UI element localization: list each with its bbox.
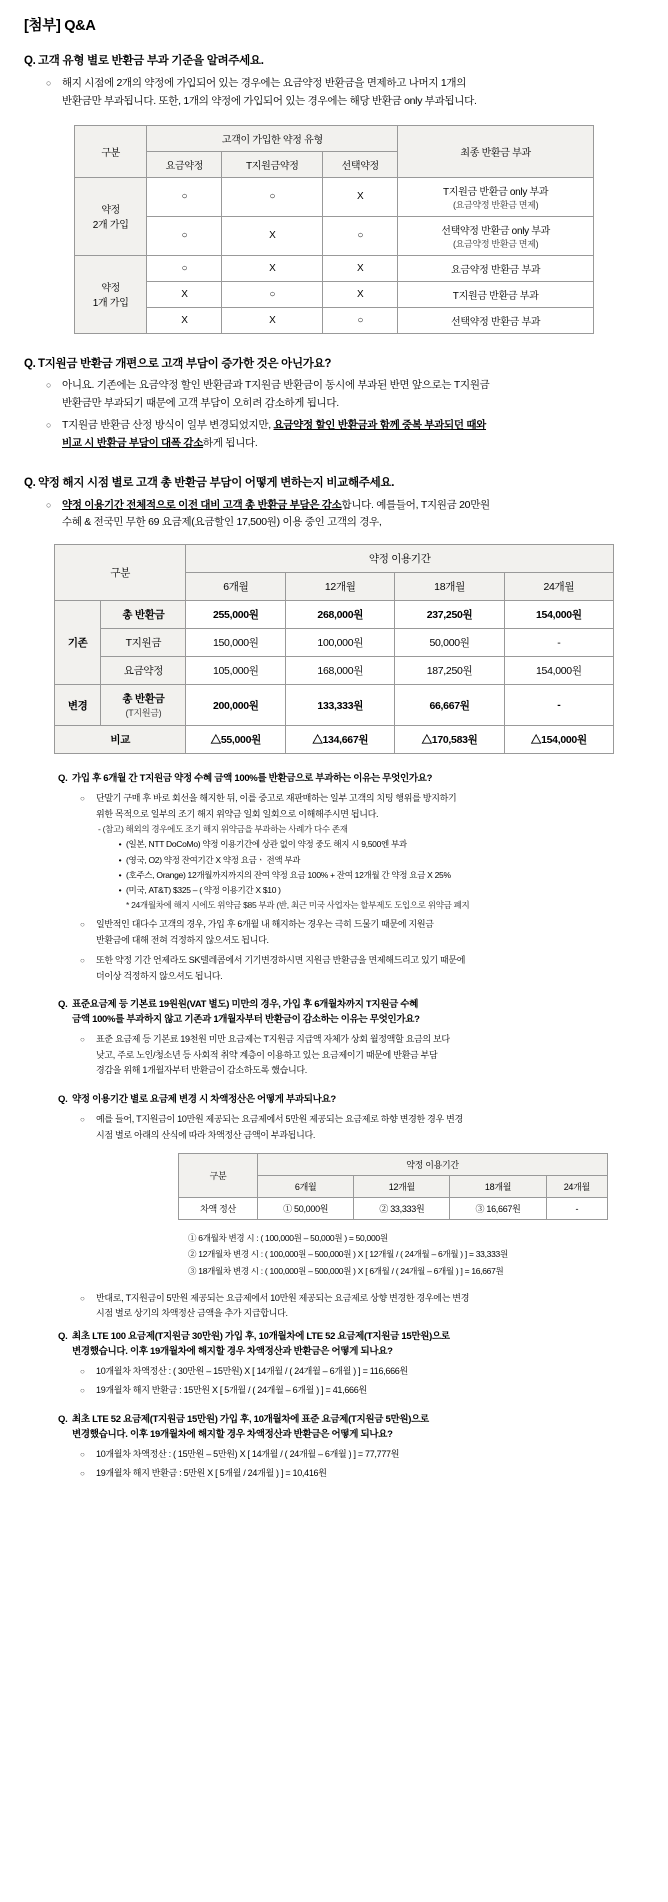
cell-value: ① 50,000원 xyxy=(258,1198,354,1220)
question-text xyxy=(72,1413,644,1442)
answer-line-1: 아니요. 기존에는 요금약정 할인 반환금과 T지원금 반환금이 동시에 부과된 반면 앞으로는 T지원금 xyxy=(62,379,490,392)
answer-line-1: 반대로, T지원금이 5만원 제공되는 요금제에서 10만원 제공되는 요금제로 상향 변경한 경우에는 변경 xyxy=(96,1292,470,1303)
question-line-2: 변경했습니다. 이후 19개월차에 해지할 경우 차액정산과 반환금은 어떻게 되나요? xyxy=(72,1345,393,1357)
question-marker: Q. xyxy=(58,1331,68,1343)
bullet-icon: • xyxy=(118,885,122,896)
th-group: 약정 이용기간 xyxy=(258,1154,608,1176)
cell-c3: X xyxy=(323,177,398,216)
cell-c2: X xyxy=(222,307,323,333)
question-block-6 xyxy=(58,1093,644,1143)
question-line-1: 최초 LTE 100 요금제(T지원금 30만원) 가입 후, 10개월차에 LTE 52 요금제(T지원금 15만원)으로 xyxy=(72,1331,450,1343)
result-sub: (요금약정 반환금 면제) xyxy=(452,238,539,249)
cell-c1: X xyxy=(147,307,222,333)
calc-line-2: ② 12개월차 변경 시 : ( 100,000원 – 500,000원 ) X [ 12개월 / ( 24개월 – 6개월 ) ] = 33,333원 xyxy=(188,1249,508,1260)
answer-text xyxy=(62,417,644,453)
question-line-1: 표준요금제 등 기본료 19원원(VAT 별도) 미만의 경우, 가입 후 6개월차까지 T지원금 수혜 xyxy=(72,999,419,1011)
result-main: 선택약정 반환금 only 부과 xyxy=(441,225,551,237)
answer-text xyxy=(62,75,644,111)
th-col2: T지원금약정 xyxy=(222,151,323,177)
question-block-4 xyxy=(58,772,644,984)
answer-7-1 xyxy=(80,1364,644,1380)
cell-value: - xyxy=(546,1198,607,1220)
table-header-row xyxy=(55,545,614,573)
table-row xyxy=(55,685,614,726)
answer-4-3 xyxy=(80,953,644,985)
th-col-24m: 24개월 xyxy=(504,573,613,601)
answer-marker-icon: ○ xyxy=(80,793,85,803)
cell-value: △134,667원 xyxy=(286,726,395,754)
cell-value: 150,000원 xyxy=(186,629,286,657)
answer-line-1: 해지 시점에 2개의 약정에 가입되어 있는 경우에는 요금약정 반환금을 면제하고 나머지 1개의 xyxy=(62,76,467,89)
th-col-6m: 6개월 xyxy=(258,1176,354,1198)
answer-marker-icon: ○ xyxy=(80,1449,85,1459)
th-col-6m: 6개월 xyxy=(186,573,286,601)
cell-result xyxy=(398,177,594,216)
answer-text xyxy=(96,1112,644,1144)
question-4 xyxy=(58,772,644,787)
answer-line-1: 예를 들어, T지원금이 10만원 제공되는 요금제에서 5만원 제공되는 요금제로 하향 변경한 경우 변경 xyxy=(96,1113,463,1124)
cell-value: 268,000원 xyxy=(286,601,395,629)
answer-8-2 xyxy=(80,1466,644,1482)
bullet-footnote: * 24개월차에 해지 시에도 위약금 $85 부과 (반, 최근 미국 사업자는 할부제도 도입으로 위약금 폐지 xyxy=(126,900,470,911)
cell-c2: ○ xyxy=(222,281,323,307)
question-line-2: 금액 100%를 부과하지 않고 기존과 1개월자부터 반환금이 감소하는 이유는 무엇인가요? xyxy=(72,1014,420,1026)
answer-marker-icon: ○ xyxy=(80,1114,85,1124)
answer-line-2: 낮고, 주로 노인/청소년 등 사회적 취약 계층이 이용하고 있는 요금제이기 때문에 반환금 부담 xyxy=(96,1049,438,1060)
answer-marker-icon: ○ xyxy=(80,1293,85,1303)
row-label-line2: 1개 가입 xyxy=(92,298,129,309)
cell-c3: ○ xyxy=(323,216,398,255)
cell-value: - xyxy=(504,685,613,726)
th-final: 최종 반환금 부과 xyxy=(398,125,594,177)
answer-5 xyxy=(80,1032,644,1079)
question-3 xyxy=(24,475,644,493)
cell-result: 선택약정 반환금 부과 xyxy=(398,307,594,333)
table-row xyxy=(75,307,594,333)
th-group: 약정 이용기간 xyxy=(186,545,614,573)
question-block-5 xyxy=(58,998,644,1079)
question-marker: Q. xyxy=(58,773,68,785)
th-col-18m: 18개월 xyxy=(450,1176,546,1198)
cell-value: 154,000원 xyxy=(504,601,613,629)
row-label-sub: (T지원금) xyxy=(125,708,162,719)
cell-c1: ○ xyxy=(147,177,222,216)
sub-questions-section xyxy=(58,772,644,1482)
answer-marker-icon: ○ xyxy=(46,380,52,391)
cell-c1: ○ xyxy=(147,255,222,281)
table-header-row xyxy=(75,125,594,151)
question-block-7 xyxy=(58,1330,644,1399)
question-text: 가입 후 6개월 간 T지원금 약정 수혜 금액 100%를 반환금으로 부과하는 이유는 무엇인가요? xyxy=(72,773,433,785)
th-col1: 요금약정 xyxy=(147,151,222,177)
answer-line-2: 반환금만 부과됩니다. 또한, 1개의 약정에 가입되어 있는 경우에는 해당 반환금 only 부과됩니다. xyxy=(62,94,477,107)
table-refund-comparison xyxy=(54,544,614,754)
result-sub: (요금약정 반환금 면제) xyxy=(452,199,539,210)
table-header-row xyxy=(179,1154,608,1176)
question-block-1 xyxy=(24,53,644,111)
answer-line-1: 단말기 구매 후 바로 회선을 해지한 뒤, 이를 중고로 재판매하는 일부 고객의 치팅 행위를 방지하기 xyxy=(96,792,457,803)
answer-8-1 xyxy=(80,1447,644,1463)
answer-marker-icon: ○ xyxy=(80,920,85,930)
question-block-2 xyxy=(24,356,644,453)
th-group: 고객이 가입한 약정 유형 xyxy=(147,125,398,151)
row-label: 차액 정산 xyxy=(179,1198,258,1220)
row-label-1agreement xyxy=(75,255,147,333)
question-text: 약정 이용기간 별로 요금제 변경 시 차액정산은 어떻게 부과되나요? xyxy=(72,1094,336,1106)
bullet-icon: • xyxy=(118,854,122,865)
cell-value: 105,000원 xyxy=(186,657,286,685)
cell-c2: ○ xyxy=(222,177,323,216)
cell-value: 255,000원 xyxy=(186,601,286,629)
answer-3 xyxy=(46,497,644,533)
question-text: T지원금 반환금 개편으로 고객 부담이 증가한 것은 아닌가요? xyxy=(38,357,332,370)
question-marker: Q. xyxy=(24,476,36,489)
cell-value: 66,667원 xyxy=(395,685,504,726)
answer-marker-icon: ○ xyxy=(80,1386,85,1396)
answer-line-1: 표준 요금제 등 기본료 19천원 미만 요금제는 T지원금 지급액 자체가 상회 월정액할 요금의 보다 xyxy=(96,1033,450,1044)
cell-value: 187,250원 xyxy=(395,657,504,685)
row-label-compare: 비교 xyxy=(55,726,186,754)
question-7 xyxy=(58,1330,644,1359)
result-main: T지원금 반환금 only 부과 xyxy=(442,186,549,198)
question-line-1: 최초 LTE 52 요금제(T지원금 15만원) 가입 후, 10개월차에 표준 요금제(T지원금 5만원)으로 xyxy=(72,1414,429,1426)
reference-note: - (참고) 해외의 경우에도 조기 해지 위약금을 부과하는 사례가 다수 존재 xyxy=(98,824,348,835)
question-5 xyxy=(58,998,644,1027)
table-row xyxy=(75,281,594,307)
answer-marker-icon: ○ xyxy=(80,1034,85,1044)
answer-text: 19개월차 해지 반환금 : 5만원 X [ 5개월 / 24개월 ) ] = 10,416원 xyxy=(96,1468,327,1479)
question-text: 약정 해지 시점 별로 고객 총 반환금 부담이 어떻게 변하는지 비교해주세요. xyxy=(38,476,395,489)
answer-2-2 xyxy=(46,417,644,453)
answer-line-2: 더이상 걱정하지 않으셔도 됩니다. xyxy=(96,970,223,981)
list-item xyxy=(114,853,644,868)
cell-value: 168,000원 xyxy=(286,657,395,685)
table-row xyxy=(75,216,594,255)
cell-value: 154,000원 xyxy=(504,657,613,685)
table-row xyxy=(75,255,594,281)
row-label-2agreements xyxy=(75,177,147,255)
answer-text xyxy=(96,953,644,985)
answer-underline: 약정 이용기간 전체적으로 이전 대비 고객 총 반환금 부담은 감소 xyxy=(62,498,342,511)
table-refund-criteria xyxy=(74,125,594,334)
table-difference-settlement xyxy=(178,1153,608,1220)
cell-value: 50,000원 xyxy=(395,629,504,657)
bullet-icon: • xyxy=(118,839,122,850)
cell-result: T지원금 반환금 부과 xyxy=(398,281,594,307)
th-col-24m: 24개월 xyxy=(546,1176,607,1198)
th-gubun: 구분 xyxy=(55,545,186,601)
answer-marker-icon: ○ xyxy=(46,77,52,88)
answer-line-1: T지원금 반환금 산정 방식이 일부 변경되었지만, xyxy=(62,419,274,431)
question-marker: Q. xyxy=(58,1414,68,1426)
question-text xyxy=(72,1330,644,1359)
cell-value: ③ 16,667원 xyxy=(450,1198,546,1220)
calc-line-1: ① 6개월차 변경 시 : ( 100,000원 – 50,000원 ) = 50,000원 xyxy=(188,1233,388,1244)
question-8 xyxy=(58,1413,644,1442)
table-row-compare xyxy=(55,726,614,754)
cell-value: △170,583원 xyxy=(395,726,504,754)
answer-text xyxy=(62,377,644,413)
th-col-18m: 18개월 xyxy=(395,573,504,601)
row-label-line2: 2개 가입 xyxy=(92,220,129,231)
answer-line-3: 경감을 위해 1개월자부터 반환금이 감소하도록 했습니다. xyxy=(96,1065,307,1076)
answer-6 xyxy=(80,1112,644,1144)
answer-underline-1: 요금약정 할인 반환금과 함께 중복 부과되던 때와 xyxy=(273,419,487,431)
cell-value: 100,000원 xyxy=(286,629,395,657)
row-label: T지원금 xyxy=(101,629,186,657)
answer-marker-icon: ○ xyxy=(46,499,52,510)
row-label xyxy=(101,685,186,726)
question-6 xyxy=(58,1093,644,1108)
question-text xyxy=(72,998,644,1027)
answer-4-1 xyxy=(80,791,644,823)
cell-c2: X xyxy=(222,255,323,281)
answer-text xyxy=(96,1032,644,1079)
row-label-line1: 약정 xyxy=(101,283,121,294)
bullet-text: (영국, O2) 약정 잔여기간 X 약정 요금ㆍ 전액 부과 xyxy=(126,854,301,865)
cell-value: ② 33,333원 xyxy=(354,1198,450,1220)
answer-6-2 xyxy=(80,1291,644,1323)
answer-text: 19개월차 해지 반환금 : 15만원 X [ 5개월 / ( 24개월 – 6개월 ) ] = 41,666원 xyxy=(96,1385,367,1396)
cell-value: 200,000원 xyxy=(186,685,286,726)
answer-1 xyxy=(46,75,644,111)
answer-line-1: 합니다. 예를들어, T지원금 20만원 xyxy=(341,498,490,511)
table-row xyxy=(55,629,614,657)
bullet-text: (일본, NTT DoCoMo) 약정 이용기간에 상관 없이 약정 중도 해지 시 9,500엔 부과 xyxy=(126,839,407,850)
answer-text xyxy=(96,791,644,823)
row-label-main: 총 반환금 xyxy=(122,693,165,706)
answer-line-2: 반환금만 부과되기 때문에 고객 부담이 오히려 감소하게 됩니다. xyxy=(62,397,339,410)
answer-line-2: 반환금에 대해 전혀 걱정하지 않으셔도 됩니다. xyxy=(96,935,269,946)
question-1 xyxy=(24,53,644,71)
table-row xyxy=(55,657,614,685)
question-text: 고객 유형 별로 반환금 부과 기준을 알려주세요. xyxy=(38,55,264,67)
row-label-line1: 약정 xyxy=(101,205,121,216)
reference-bullets xyxy=(114,837,644,913)
th-gubun: 구분 xyxy=(179,1154,258,1198)
answer-text xyxy=(96,1291,644,1323)
list-item xyxy=(114,883,644,898)
question-marker: Q. xyxy=(58,1094,68,1106)
row-label: 요금약정 xyxy=(101,657,186,685)
cell-result xyxy=(398,216,594,255)
cell-result: 요금약정 반환금 부과 xyxy=(398,255,594,281)
question-marker: Q. xyxy=(24,357,36,370)
th-gubun: 구분 xyxy=(75,125,147,177)
question-line-2: 변경했습니다. 이후 19개월차에 해지할 경우 차액정산과 반환금은 어떻게 되나요? xyxy=(72,1428,393,1440)
answer-marker-icon: ○ xyxy=(80,1366,85,1376)
calc-line-3: ③ 18개월차 변경 시 : ( 100,000원 – 500,000원 ) X [ 6개월 / ( 24개월 – 6개월 ) ] = 16,667원 xyxy=(188,1265,504,1276)
answer-line-1: 일반적인 대다수 고객의 경우, 가입 후 6개월 내 해지하는 경우는 극히 드물기 때문에 지원금 xyxy=(96,919,434,930)
answer-line-1: 또한 약정 기간 언제라도 SK텔레콤에서 기기변경하시면 지원금 반환금을 면제해드리고 있기 때문에 xyxy=(96,954,466,965)
bullet-text: (호주스, Orange) 12개월까지까지의 잔여 약정 요금 100% + 잔여 12개월 간 약정 요금 X 25% xyxy=(126,869,451,880)
answer-marker-icon: ○ xyxy=(46,420,52,430)
row-group-changed: 변경 xyxy=(55,685,101,726)
cell-c1: X xyxy=(147,281,222,307)
th-col-12m: 12개월 xyxy=(354,1176,450,1198)
answer-4-2 xyxy=(80,917,644,949)
cell-value: 133,333원 xyxy=(286,685,395,726)
answer-line-2: 위한 목적으로 일부의 조기 해지 위약금 일회 일회으로 이해해주시면 됩니다. xyxy=(96,808,379,819)
list-item xyxy=(114,868,644,883)
answer-line-2: 수혜 & 전국민 무한 69 요금제(요금할인 17,500원) 이용 중인 고객의 경우, xyxy=(62,516,382,529)
cell-value: △154,000원 xyxy=(504,726,613,754)
answer-text: 10개월차 차액정산 : ( 30만원 – 15만원) X [ 14개월 / ( 24개월 – 6개월 ) ] = 116,666원 xyxy=(96,1365,408,1376)
answer-marker-icon: ○ xyxy=(80,1469,85,1479)
th-col3: 선택약정 xyxy=(323,151,398,177)
cell-c2: X xyxy=(222,216,323,255)
question-marker: Q. xyxy=(24,55,36,67)
table-row xyxy=(55,601,614,629)
question-block-8 xyxy=(58,1413,644,1482)
answer-underline-2: 비교 시 반환금 부담이 대폭 감소 xyxy=(62,436,204,449)
answer-text: 10개월차 차액정산 : ( 15만원 – 5만원) X [ 14개월 / ( 24개월 – 6개월 ) ] = 77,777원 xyxy=(96,1448,400,1459)
list-item xyxy=(114,837,644,852)
cell-c3: X xyxy=(323,255,398,281)
cell-value: 237,250원 xyxy=(395,601,504,629)
question-block-3 xyxy=(24,475,644,533)
row-group-existing: 기존 xyxy=(55,601,101,685)
cell-c3: ○ xyxy=(323,307,398,333)
cell-c1: ○ xyxy=(147,216,222,255)
bullet-icon: • xyxy=(118,869,122,880)
bullet-text: (미국, AT&T) $325 – ( 약정 이용기간 X $10 ) xyxy=(126,885,281,896)
question-2 xyxy=(24,356,644,374)
answer-line-2: 시점 별로 아래의 산식에 따라 차액정산 금액이 부과됩니다. xyxy=(96,1129,316,1140)
answer-text xyxy=(96,917,644,949)
answer-line-2: 시점 별로 상기의 차액정산 금액을 추가 지급합니다. xyxy=(96,1308,288,1319)
th-col-12m: 12개월 xyxy=(286,573,395,601)
answer-2-1 xyxy=(46,377,644,413)
answer-marker-icon: ○ xyxy=(80,955,85,965)
question-marker: Q. xyxy=(58,999,68,1011)
table-row xyxy=(75,177,594,216)
table-row xyxy=(179,1198,608,1220)
answer-7-2 xyxy=(80,1383,644,1399)
page-title: [첨부] Q&A xyxy=(24,18,96,34)
cell-value: △55,000원 xyxy=(186,726,286,754)
cell-c3: X xyxy=(323,281,398,307)
answer-line-2: 하게 됩니다. xyxy=(203,436,258,449)
cell-value: - xyxy=(504,629,613,657)
answer-text xyxy=(62,497,644,533)
row-label: 총 반환금 xyxy=(101,601,186,629)
